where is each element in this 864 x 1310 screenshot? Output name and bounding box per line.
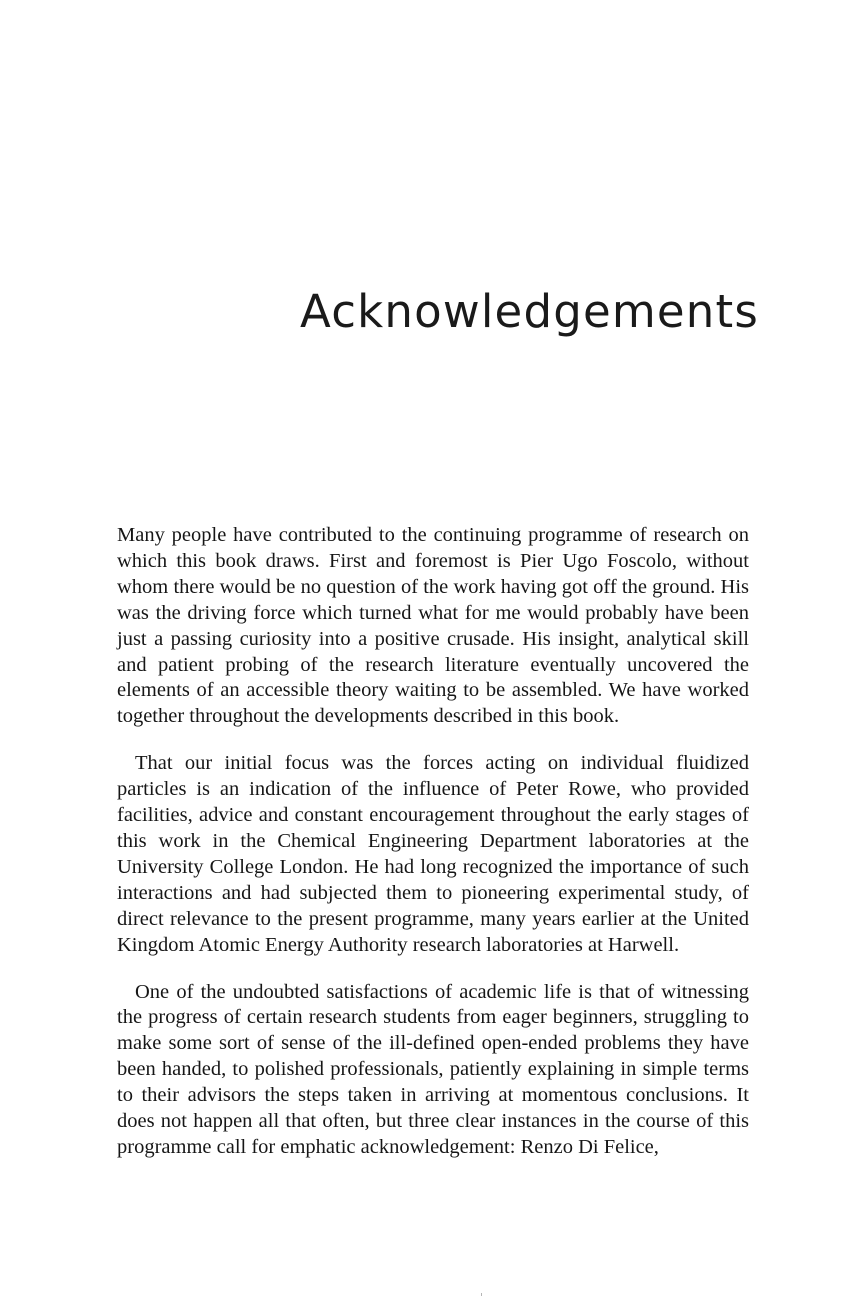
page-title: Acknowledgements <box>300 285 759 338</box>
scan-mark <box>481 1293 482 1296</box>
body-text <box>117 523 749 1182</box>
paragraph-1: Many people have contributed to the continuing programme of research on which this book draws. First and foremost is Pier Ugo Foscolo, without whom there would be no question of the work having got off the ground. His was the driving force which turned what for me would probably have been just a passing curiosity into a positive crusade. His insight, analytical skill and patient probing of the research literature eventually uncovered the elements of an accessible theory waiting to be assembled. We have worked together throughout the developments described in this book. <box>117 524 749 728</box>
paragraph-3: One of the undoubted satisfactions of academic life is that of witnessing the progress of certain research students from eager beginners, struggling to make some sort of sense of the ill-defined open-ended problems they have been handed, to polished professionals, patiently explaining in simple terms to their advisors the steps taken in arriving at momentous conclusions. It does not happen all that often, but three clear instances in the course of this programme call for emphatic acknowledgement: Renzo Di Felice, <box>117 980 749 1158</box>
paragraph-2: That our initial focus was the forces acting on individual fluidized particles is an indication of the influence of Peter Rowe, who provided facilities, advice and constant encouragement throughout the early stages of this work in the Chemical Engineering Department laboratories at the University College London. He had long recognized the importance of such interactions and had subjected them to pioneering experimental study, of direct relevance to the present programme, many years earlier at the United Kingdom Atomic Energy Authority research laboratories at Harwell. <box>117 752 749 956</box>
